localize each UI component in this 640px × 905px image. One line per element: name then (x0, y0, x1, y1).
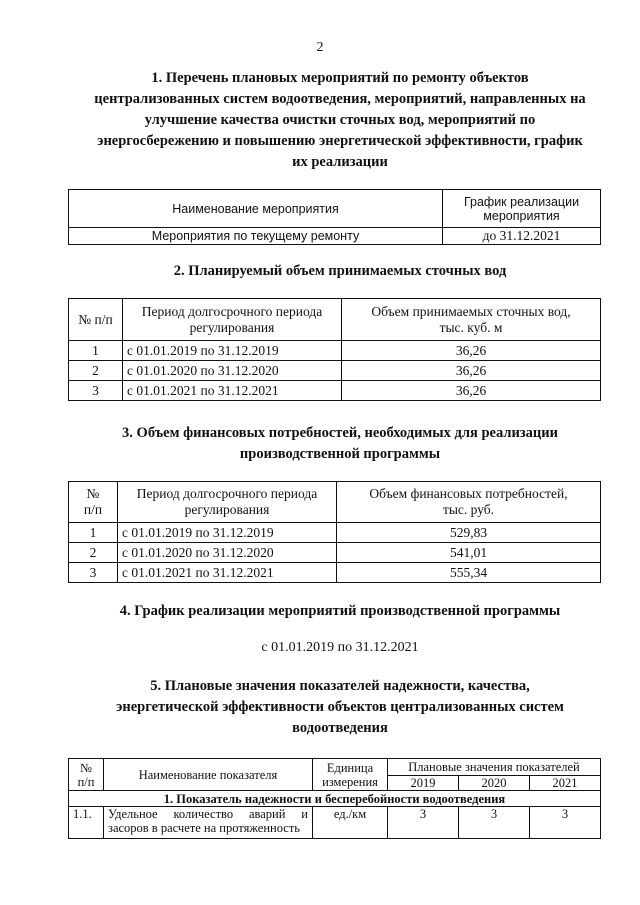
name-word: Удельное (108, 807, 158, 821)
volume-col-value-line: Объем принимаемых сточных вод, (371, 303, 571, 319)
measures-col-schedule-line: мероприятия (483, 208, 560, 223)
table-row (69, 381, 601, 401)
table-row (69, 563, 601, 583)
financial-needs-table (68, 481, 601, 583)
row-period: с 01.01.2020 по 31.12.2020 (123, 361, 342, 381)
measures-col-name: Наименование мероприятия (69, 190, 443, 228)
section5-title-line: водоотведения (292, 720, 388, 736)
section4-period: с 01.01.2019 по 31.12.2021 (261, 640, 419, 655)
page-number: 2 (316, 40, 324, 55)
row-unit: ед./км (313, 807, 388, 839)
table-row (69, 523, 601, 543)
row-number: 1 (69, 523, 118, 543)
finance-col-period-line: Период долгосрочного периода (136, 486, 318, 501)
section4-title: 4. График реализации мероприятий производственной программы (119, 603, 561, 619)
volume-col-period (123, 299, 342, 341)
row-period: с 01.01.2021 по 31.12.2021 (118, 563, 337, 583)
indicators-col-unit-line: Единица (326, 760, 374, 775)
year-2020: 2020 (459, 776, 530, 791)
indicators-table (68, 758, 601, 839)
measures-col-schedule-line: График реализации (463, 194, 580, 209)
row-indicator-name-line1 (108, 807, 308, 821)
finance-col-number-line: № (86, 486, 100, 501)
row-value: 36,26 (342, 381, 601, 401)
row-number: 3 (69, 563, 118, 583)
section1-title-line: централизованных систем водоотведения, мероприятий, направленных на (94, 91, 586, 107)
finance-col-value (337, 482, 601, 523)
finance-col-period-line: регулирования (184, 502, 270, 517)
indicators-col-unit (313, 759, 388, 791)
row-number: 1 (69, 341, 123, 361)
section3-title-line: производственной программы (239, 446, 441, 462)
row-value: 529,83 (337, 523, 601, 543)
finance-col-period (118, 482, 337, 523)
section5-title-line: энергетической эффективности объектов централизованных систем (116, 699, 564, 715)
table-row (69, 807, 601, 839)
wastewater-volume-table (68, 298, 601, 401)
row-value: 555,34 (337, 563, 601, 583)
volume-col-period-line: регулирования (189, 319, 275, 335)
row-period: с 01.01.2021 по 31.12.2021 (123, 381, 342, 401)
row-indicator-name-line2: засоров в расчете на протяженность (108, 821, 301, 835)
indicators-col-name: Наименование показателя (104, 759, 313, 791)
finance-col-value-line: Объем финансовых потребностей, (369, 486, 568, 501)
row-period: с 01.01.2019 по 31.12.2019 (123, 341, 342, 361)
indicators-col-number (69, 759, 104, 791)
volume-col-number: № п/п (69, 299, 123, 341)
indicators-group-reliability: 1. Показатель надежности и бесперебойности водоотведения (69, 791, 601, 807)
table-row (69, 341, 601, 361)
volume-col-value-line: тыс. куб. м (439, 319, 503, 335)
name-word: аварий (248, 807, 286, 821)
finance-col-number-line: п/п (83, 502, 103, 517)
year-2021: 2021 (530, 776, 601, 791)
section3-title-line: 3. Объем финансовых потребностей, необходимых для реализации (122, 425, 558, 441)
indicators-col-number-line: п/п (77, 774, 95, 789)
section1-title (60, 68, 620, 173)
section1-title-line: энергосбережению и повышению энергетической эффективности, график (97, 133, 583, 149)
row-value-2020: 3 (459, 807, 530, 839)
row-value: 36,26 (342, 341, 601, 361)
row-period: с 01.01.2020 по 31.12.2020 (118, 543, 337, 563)
row-value: 541,01 (337, 543, 601, 563)
name-word: и (301, 807, 308, 821)
section1-title-line: улучшение качества очистки сточных вод, мероприятий по (144, 112, 536, 128)
finance-col-number (69, 482, 118, 523)
section5-title-line: 5. Плановые значения показателей надежности, качества, (150, 678, 530, 694)
section3-title (60, 423, 620, 465)
row-value-2019: 3 (388, 807, 459, 839)
indicators-col-number-line: № (80, 760, 92, 775)
measures-table (68, 189, 601, 245)
table-row (69, 543, 601, 563)
row-number: 3 (69, 381, 123, 401)
section2-title: 2. Планируемый объем принимаемых сточных вод (173, 263, 507, 279)
table-row (69, 228, 601, 245)
row-number: 2 (69, 543, 118, 563)
row-value-2021: 3 (530, 807, 601, 839)
section5-title (60, 676, 620, 739)
measure-name: Мероприятия по текущему ремонту (69, 228, 443, 245)
indicators-col-planned: Плановые значения показателей (388, 759, 601, 776)
section1-title-line: 1. Перечень плановых мероприятий по ремонту объектов (151, 70, 529, 86)
measure-schedule: до 31.12.2021 (443, 228, 601, 245)
finance-col-value-line: тыс. руб. (442, 502, 495, 517)
year-2019: 2019 (388, 776, 459, 791)
section1-title-line: их реализации (292, 154, 388, 170)
name-word: количество (173, 807, 234, 821)
measures-col-schedule (443, 190, 601, 228)
row-period: с 01.01.2019 по 31.12.2019 (118, 523, 337, 543)
table-row (69, 361, 601, 381)
row-indicator-name (104, 807, 313, 839)
indicators-col-unit-line: измерения (322, 774, 378, 789)
row-number: 1.1. (69, 807, 104, 839)
volume-col-period-line: Период долгосрочного периода (141, 303, 323, 319)
volume-col-value (342, 299, 601, 341)
row-number: 2 (69, 361, 123, 381)
row-value: 36,26 (342, 361, 601, 381)
